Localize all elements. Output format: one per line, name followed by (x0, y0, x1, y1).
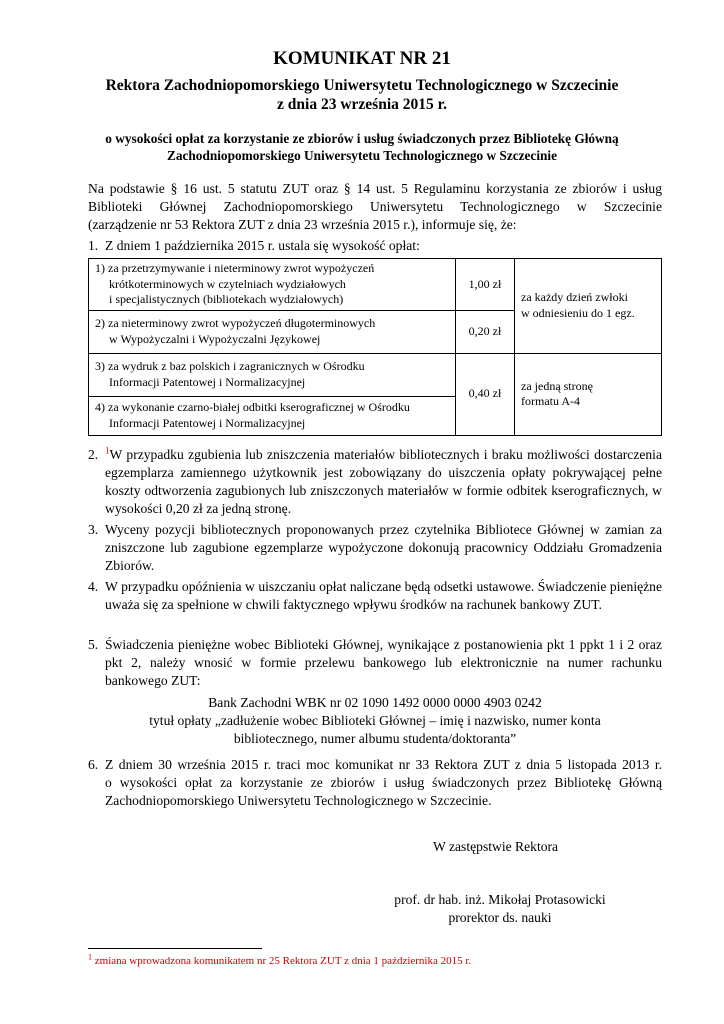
signature-deputy: W zastępstwie Rektora (433, 839, 559, 854)
signature-name: prof. dr hab. inż. Mikołaj Protasowicki (394, 892, 606, 907)
fee-desc-3 (89, 353, 456, 396)
bank-title-line-1: tytuł opłaty „zadłużenie wobec Biblioteki Głównej – imię i nazwisko, numer konta (149, 713, 601, 728)
topic-line-1: o wysokości opłat za korzystanie ze zbiorów i usług świadczonych przez Bibliotekę Główną (105, 131, 619, 146)
footnote-text: zmiana wprowadzona komunikatem nr 25 Rektora ZUT z dnia 1 października 2015 r. (92, 955, 472, 967)
item-2-body: W przypadku zgubienia lub zniszczenia materiałów bibliotecznych i braku możliwości dostarczenia egzemplarza zamiennego użytkownik jest zobowiązany do uiszczenia opłaty pokrywającej pełne koszty odtworzenia zagubionych lub zniszczonych materiałów w formie odbitek kserograficznych, w wysokości 0,20 zł za jedną stronę. (105, 447, 662, 516)
item-6-line-1: Z dniem 30 września 2015 r. traci moc komunikat nr 33 Rektora ZUT z dnia 5 listopada 2013 r. (105, 757, 662, 772)
item-5-text: Świadczenia pieniężne wobec Biblioteki Głównej, wynikające z postanowienia pkt 1 ppkt 1 i 2 oraz pkt 2, należy wnosić w formie przelewu bankowego lub elektronicznie na numer rachunku bankowego ZUT: (105, 637, 662, 688)
fee-desc-3-line-1: 3) za wydruk z baz polskich i zagranicznych w Ośrodku (95, 359, 365, 373)
item-4-text: W przypadku opóźnienia w uiszczaniu opłat naliczane będą odsetki ustawowe. Świadczenie pieniężne uważa się za spełnione w chwili faktycznego wpływu środków na rachunek bankowy ZUT. (105, 579, 662, 612)
item-2-number: 2. (88, 447, 99, 462)
fee-note-a-line-2: w odniesieniu do 1 egz. (521, 305, 635, 320)
intro-line-2: Biblioteki Głównej Zachodniopomorskiego Uniwersytetu Technologicznego w Szczecinie (88, 199, 662, 214)
intro-line-3: (zarządzenie nr 53 Rektora ZUT z dnia 23 września 2015 r.), informuje się, że: (88, 217, 517, 232)
document-subtitle (0, 76, 724, 114)
topic-line-2: Zachodniopomorskiego Uniwersytetu Technologicznego w Szczecinie (166, 148, 558, 163)
fee-desc-2-line-1: 2) za nieterminowy zwrot wypożyczeń długoterminowych (95, 316, 376, 330)
item-3-text: Wyceny pozycji bibliotecznych proponowanych przez czytelnika Bibliotece Głównej w zamian za zniszczone lub zagubione egzemplarze wypożyczone dokonują pracownicy Oddziału Gromadzenia Zbiorów. (105, 522, 662, 573)
fee-desc-4-line-1: 4) za wykonanie czarno-białej odbitki kserograficznej w Ośrodku (95, 400, 410, 414)
footnote (88, 952, 472, 967)
fee-desc-3-line-2: Informacji Patentowej i Normalizacyjnej (109, 374, 306, 389)
item-4-number: 4. (88, 579, 99, 594)
fees-table (88, 258, 662, 436)
item-5-number: 5. (88, 637, 99, 652)
bank-details (88, 694, 662, 748)
fee-note-b (515, 353, 662, 435)
signature-block (370, 891, 630, 927)
item-6-line-3: Zachodniopomorskiego Uniwersytetu Technologicznego w Szczecinie. (105, 793, 492, 808)
footnote-divider (88, 948, 262, 949)
fee-price-3: 0,40 zł (456, 353, 515, 435)
fee-price-1: 1,00 zł (456, 259, 515, 311)
fee-desc-1-line-3: i specjalistycznych (bibliotekach wydziałowych) (109, 292, 344, 306)
subtitle-line-1: Rektora Zachodniopomorskiego Uniwersytetu Technologicznego w Szczecinie (105, 77, 619, 94)
intro-line-1: Na podstawie § 16 ust. 5 statutu ZUT oraz § 14 ust. 5 Regulaminu korzystania ze zbiorów i usług (88, 181, 662, 196)
fee-note-a (515, 259, 662, 354)
fee-desc-1-line-2: krótkoterminowych w czytelniach wydziałowych (109, 276, 346, 291)
item-6-line-2: o wysokości opłat za korzystanie ze zbiorów i usług świadczonych przez Bibliotekę Główną (105, 775, 662, 790)
fees-row-1 (89, 259, 662, 311)
fee-price-2: 0,20 zł (456, 310, 515, 353)
item-6-text (105, 756, 662, 810)
item-1-number: 1. (88, 238, 99, 253)
bank-title-line-2: bibliotecznego, numer albumu studenta/doktoranta” (233, 731, 517, 746)
document-topic (60, 130, 664, 164)
fee-note-a-line-1: za każdy dzień zwłoki (521, 290, 628, 305)
item-2-text (105, 446, 662, 518)
footnote-reference-mark: 1 (105, 445, 110, 456)
fees-row-3 (89, 353, 662, 396)
fee-desc-1 (89, 259, 456, 311)
item-3-number: 3. (88, 522, 99, 537)
fee-desc-1-line-1: 1) za przetrzymywanie i nieterminowy zwrot wypożyczeń (95, 261, 375, 275)
subtitle-line-2: z dnia 23 września 2015 r. (277, 96, 447, 113)
item-1-text: Z dniem 1 października 2015 r. ustala się wysokość opłat: (105, 238, 420, 253)
document-title: KOMUNIKAT NR 21 (273, 48, 451, 69)
item-6-number: 6. (88, 757, 99, 772)
fee-desc-2-line-2: w Wypożyczalni i Wypożyczalni Językowej (109, 331, 321, 346)
intro-paragraph (88, 180, 662, 234)
fee-note-b-line-2: formatu A-4 (521, 394, 580, 408)
signature-role: prorektor ds. nauki (448, 910, 552, 925)
footnote-mark: 1 (88, 952, 92, 962)
bank-account-line: Bank Zachodni WBK nr 02 1090 1492 0000 0000 4903 0242 (208, 695, 542, 710)
fee-note-b-line-1: za jedną stronę (521, 378, 593, 393)
fee-desc-4 (89, 396, 456, 435)
fee-desc-2 (89, 310, 456, 353)
fee-desc-4-line-2: Informacji Patentowej i Normalizacyjnej (109, 415, 306, 430)
